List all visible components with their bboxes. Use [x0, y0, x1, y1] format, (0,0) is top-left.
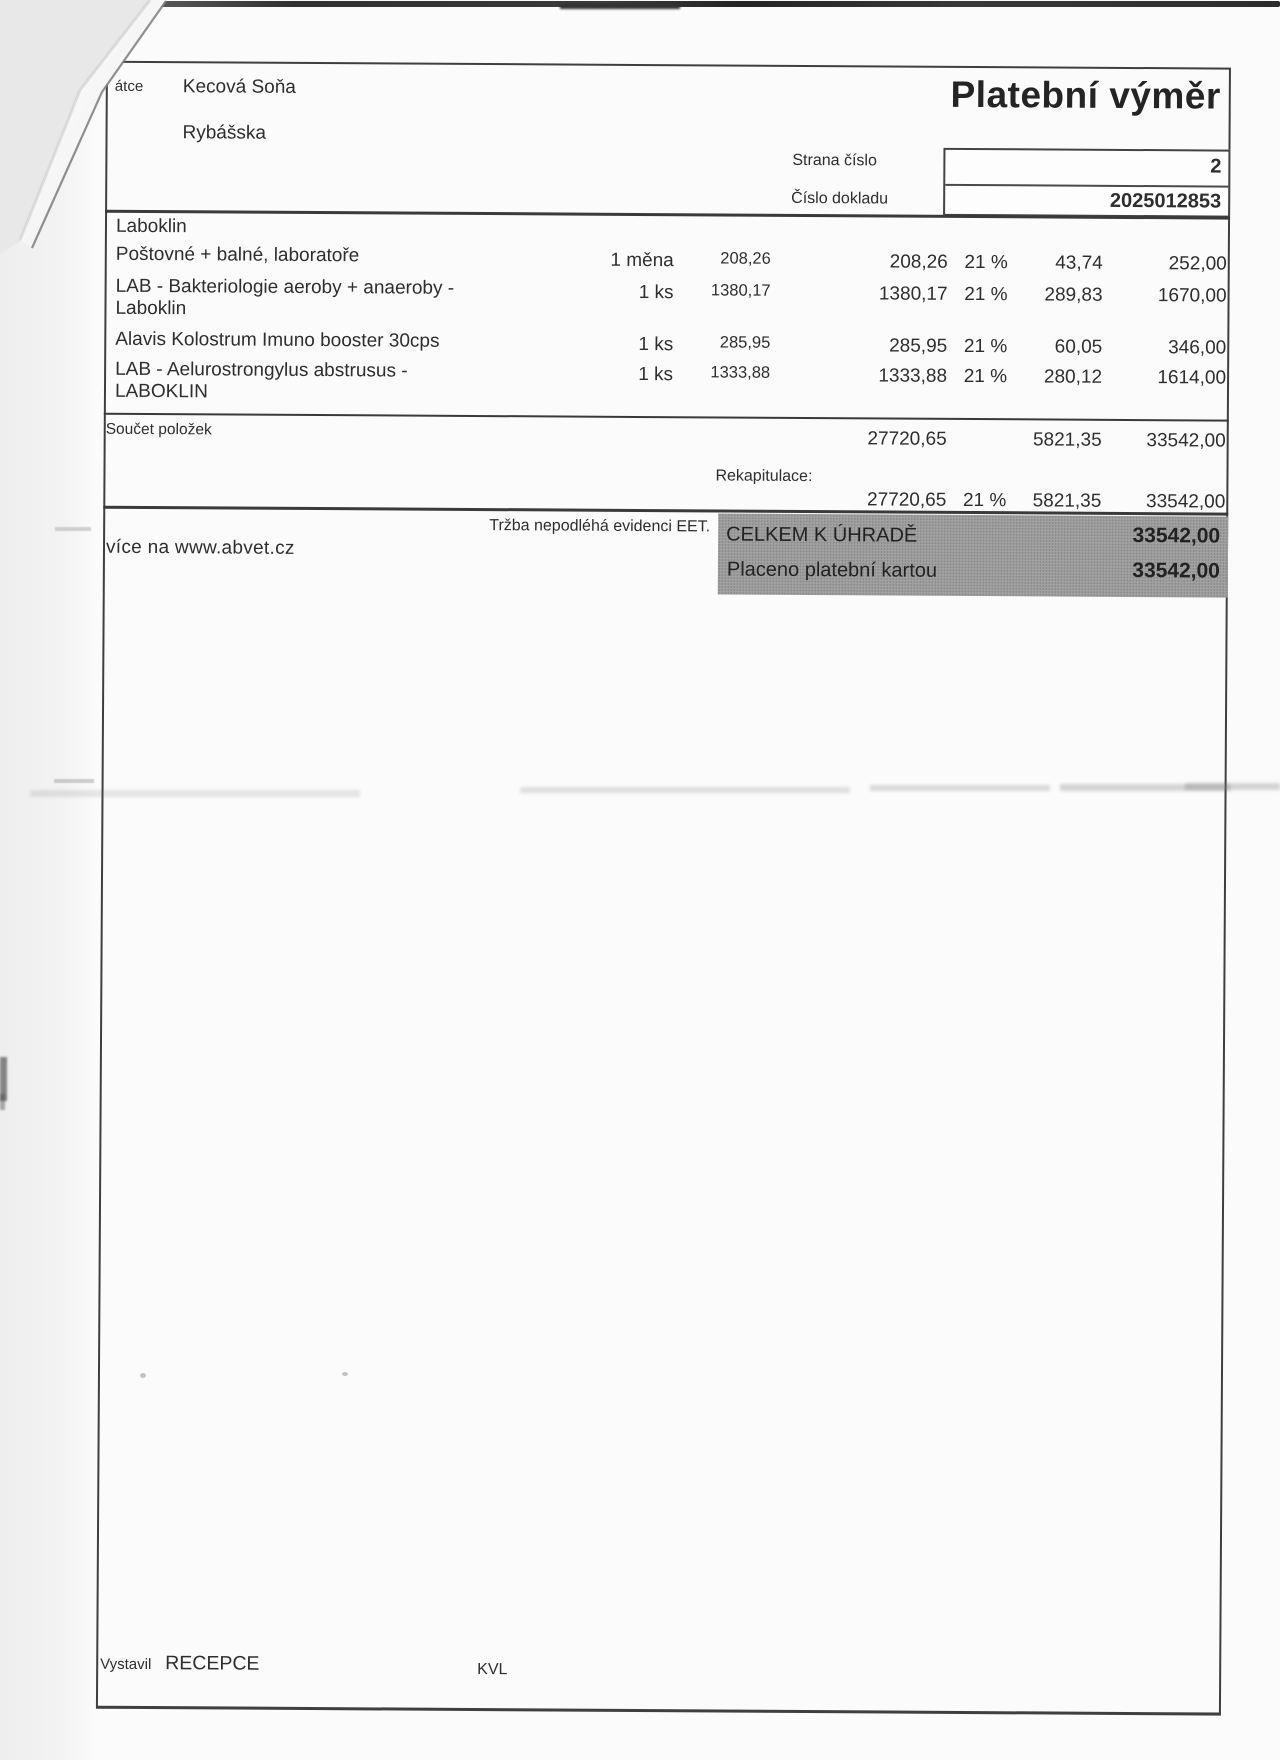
- item-name: LAB - Aelurostrongylus abstrusus -: [115, 358, 408, 382]
- summary-label: Součet položek: [105, 420, 212, 439]
- item-name: LAB - Bakteriologie aeroby + anaeroby -: [115, 275, 455, 299]
- items-group-header: Laboklin: [115, 215, 187, 238]
- item-unit-price: 208,26: [720, 249, 771, 268]
- item-amount: 285,95: [889, 335, 948, 357]
- totals-highlight-box: [718, 513, 1228, 597]
- item-amount: 1380,17: [878, 283, 948, 305]
- item-vat-amount: 280,12: [1043, 366, 1103, 388]
- meta-box-divider: [945, 184, 1228, 188]
- doc-number-label: Číslo dokladu: [791, 189, 889, 208]
- item-vat-amount: 43,74: [1055, 252, 1103, 274]
- item-vat-rate: 21 %: [963, 365, 1008, 388]
- item-unit-price: 1333,88: [710, 363, 771, 382]
- item-qty: 1 ks: [638, 363, 674, 386]
- item-total: 1670,00: [1157, 285, 1227, 307]
- eet-note: Tržba nepodléhá evidenci EET.: [489, 517, 711, 536]
- total-due-value: 33542,00: [1132, 524, 1221, 548]
- item-total: 346,00: [1168, 337, 1227, 359]
- scanner-edge-band: [560, 4, 680, 9]
- item-name: Poštovné + balné, laboratoře: [115, 243, 360, 267]
- item-name: Alavis Kolostrum Imuno booster 30cps: [115, 328, 440, 352]
- page-number-value: 2: [1210, 155, 1222, 178]
- folded-corner: [0, 0, 220, 280]
- item-unit-price: 1380,17: [710, 281, 771, 300]
- item-total: 252,00: [1168, 253, 1227, 275]
- payer-name: Kecová Soňa: [182, 76, 296, 98]
- item-total: 1614,00: [1157, 367, 1227, 389]
- recap-label: Rekapitulace:: [715, 467, 813, 486]
- recap-vat: 5821,35: [1032, 490, 1102, 512]
- doc-number-value: 2025012853: [1109, 189, 1222, 213]
- page-number-label: Strana číslo: [792, 151, 877, 170]
- recap-total: 33542,00: [1146, 491, 1226, 513]
- summary-vat: 5821,35: [1032, 429, 1102, 451]
- paid-value: 33542,00: [1132, 559, 1220, 583]
- item-qty: 1 ks: [638, 333, 674, 356]
- item-vat-amount: 289,83: [1044, 284, 1103, 306]
- payer-label-partial: átce: [114, 77, 144, 95]
- paid-label: Placeno platební kartou: [726, 558, 938, 582]
- item-amount: 1333,88: [878, 365, 948, 387]
- issued-by-label: Vystavil: [100, 1655, 152, 1674]
- item-qty: 1 ks: [638, 281, 674, 304]
- recap-vat-rate: 21 %: [962, 489, 1007, 512]
- chamber-code: KVL: [477, 1661, 508, 1679]
- item-amount: 208,26: [889, 251, 948, 273]
- page-border: [96, 61, 1231, 1716]
- scanner-edge-band: [160, 1, 1280, 7]
- payer-street: Rybášska: [182, 122, 267, 144]
- item-name-line2: LABOKLIN: [114, 380, 208, 403]
- summary-base: 27720,65: [867, 428, 947, 450]
- issued-by-value: RECEPCE: [165, 1652, 260, 1675]
- item-qty: 1 měna: [610, 249, 674, 272]
- item-unit-price: 285,95: [719, 333, 771, 352]
- item-vat-rate: 21 %: [964, 251, 1008, 274]
- item-vat-amount: 60,05: [1054, 336, 1103, 358]
- total-due-label: CELKEM K ÚHRADĚ: [726, 523, 918, 547]
- item-name-line2: Laboklin: [115, 297, 187, 320]
- item-vat-rate: 21 %: [963, 335, 1008, 358]
- website-note: více na www.abvet.cz: [105, 536, 295, 559]
- document-title: Platební výměr: [950, 73, 1221, 117]
- item-vat-rate: 21 %: [964, 283, 1008, 306]
- recap-base: 27720,65: [867, 489, 947, 511]
- summary-total: 33542,00: [1146, 430, 1226, 452]
